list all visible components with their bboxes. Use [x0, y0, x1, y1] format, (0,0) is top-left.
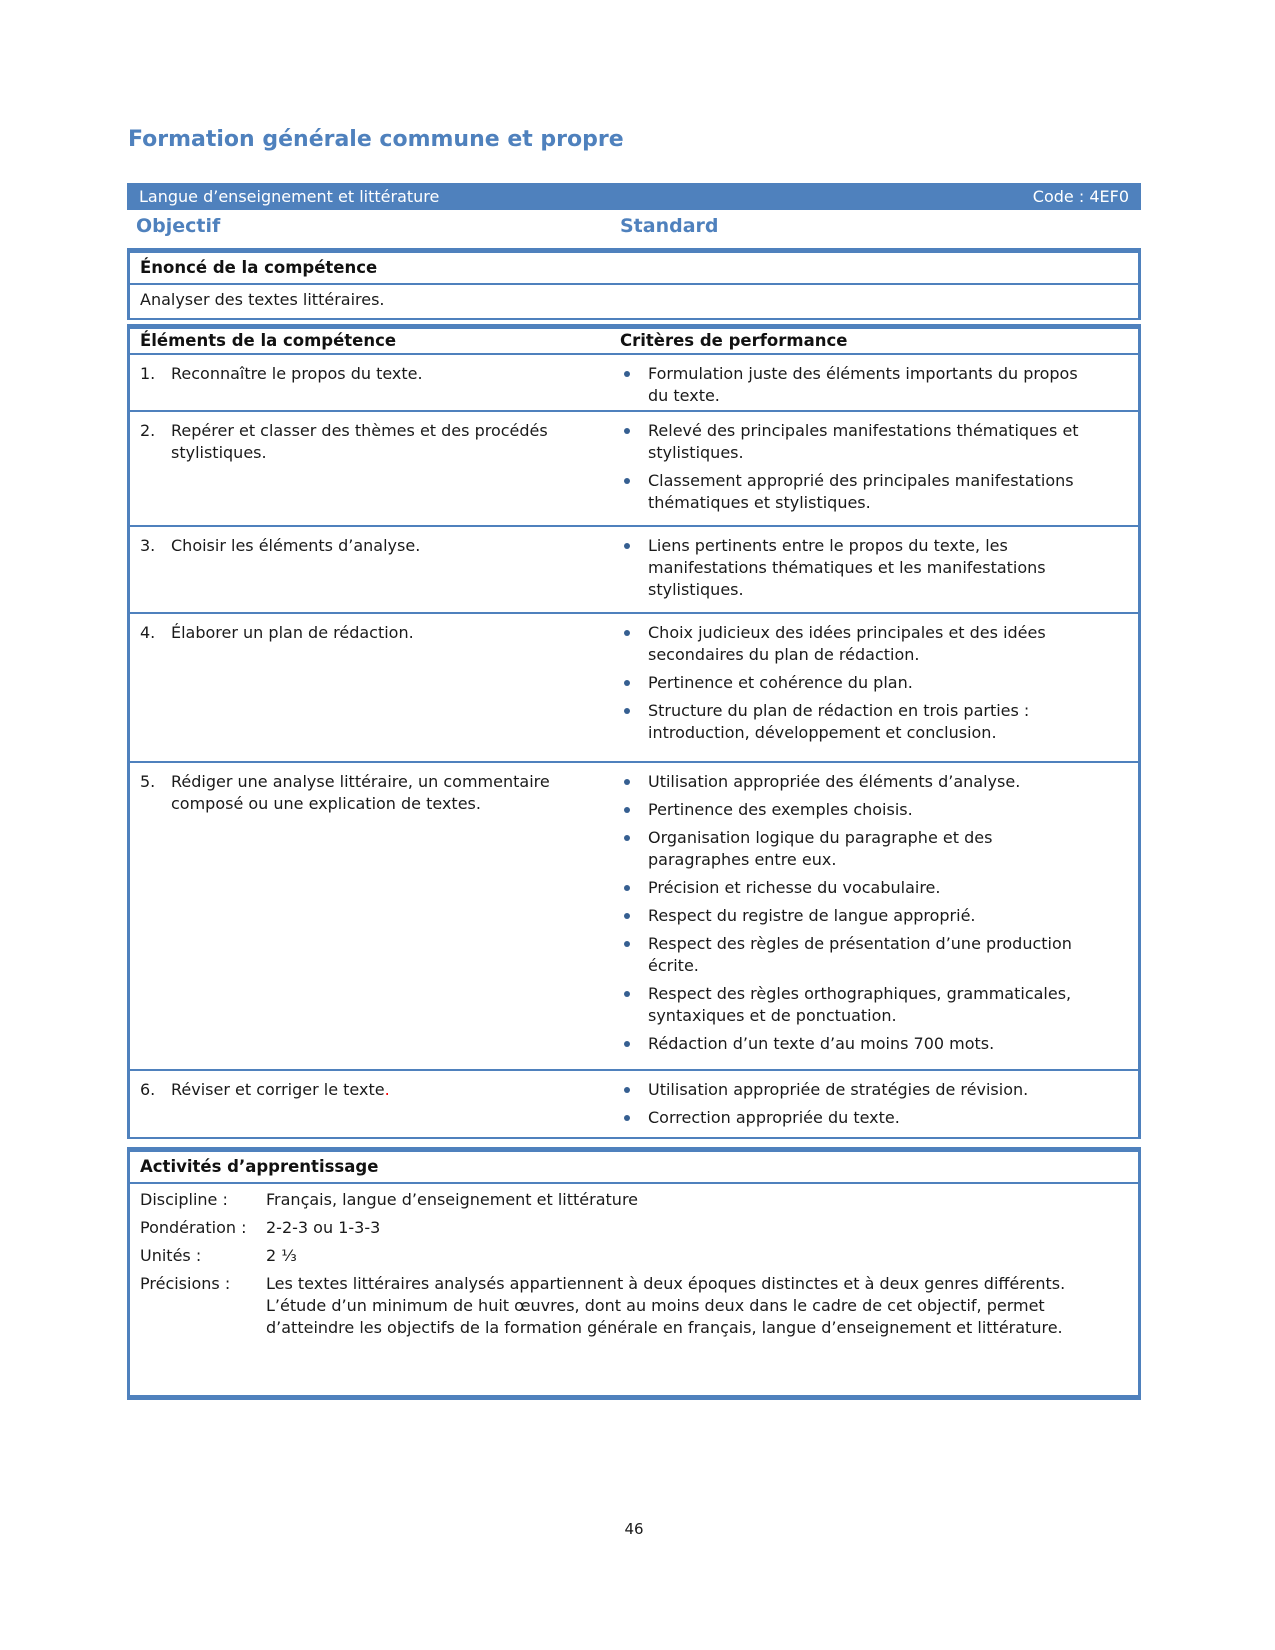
criteria-item: Utilisation appropriée des éléments d’analyse.	[620, 771, 1093, 793]
column-headings	[127, 211, 1141, 243]
red-period: .	[384, 1080, 390, 1099]
field-label: Précisions :	[140, 1274, 231, 1293]
criteria-item: Classement approprié des principales manifestations thématiques et stylistiques.	[620, 470, 1093, 514]
criteria-list	[620, 420, 1093, 514]
field-row	[130, 1214, 1138, 1242]
element-number: 1.	[140, 364, 156, 383]
field-value	[266, 1273, 1088, 1339]
criteria-list	[620, 1079, 1093, 1129]
element-number: 4.	[140, 623, 156, 642]
criteria-cell	[620, 355, 1138, 410]
criteria-item: Pertinence des exemples choisis.	[620, 799, 1093, 821]
criteria-item: Utilisation appropriée de stratégies de révision.	[620, 1079, 1093, 1101]
precision-paragraph: Les textes littéraires analysés appartiennent à deux époques distinctes et à deux genres différents.	[266, 1274, 1066, 1293]
criteria-item: Respect des règles orthographiques, grammaticales, syntaxiques et de ponctuation.	[620, 983, 1093, 1027]
column-objectif: Objectif	[136, 215, 221, 237]
activities-box	[127, 1147, 1141, 1400]
element-cell	[130, 527, 620, 612]
criteria-item: Pertinence et cohérence du plan.	[620, 672, 1093, 694]
table-row	[130, 525, 1138, 612]
element-cell	[130, 614, 620, 761]
precision-paragraph: L’étude d’un minimum de huit œuvres, dont au moins deux dans le cadre de cet objectif, permet d’atteindre les objectifs de la formation générale en français, langue d’enseignement et littérature.	[266, 1296, 1063, 1337]
element-text	[171, 1079, 602, 1101]
criteria-cell	[620, 412, 1138, 525]
element-cell	[130, 412, 620, 525]
criteria-list	[620, 363, 1093, 407]
table-row	[130, 612, 1138, 761]
criteria-header: Critères de performance	[620, 331, 848, 350]
activities-header: Activités d’apprentissage	[130, 1152, 1138, 1184]
table-row	[130, 1069, 1138, 1137]
criteria-list	[620, 535, 1093, 601]
table-row	[130, 410, 1138, 525]
element-text: Repérer et classer des thèmes et des procédés stylistiques.	[171, 421, 548, 462]
criteria-item: Relevé des principales manifestations thématiques et stylistiques.	[620, 420, 1093, 464]
element-text-main: Réviser et corriger le texte	[171, 1080, 385, 1099]
criteria-item: Formulation juste des éléments importants du propos du texte.	[620, 363, 1093, 407]
criteria-item: Structure du plan de rédaction en trois parties : introduction, développement et conclusion.	[620, 700, 1093, 744]
activities-fields	[130, 1184, 1138, 1342]
column-standard: Standard	[620, 215, 719, 237]
criteria-list	[620, 622, 1093, 744]
criteria-item: Liens pertinents entre le propos du texte, les manifestations thématiques et les manifestations stylistiques.	[620, 535, 1093, 601]
table-row	[130, 761, 1138, 1069]
competence-header: Énoncé de la compétence	[130, 253, 1138, 285]
criteria-cell	[620, 763, 1138, 1069]
competence-box	[127, 248, 1141, 320]
elements-table	[127, 324, 1141, 1139]
subject-label: Langue d’enseignement et littérature	[139, 186, 440, 206]
field-row	[130, 1186, 1138, 1214]
criteria-item: Rédaction d’un texte d’au moins 700 mots.	[620, 1033, 1093, 1055]
element-number: 5.	[140, 772, 156, 791]
field-label: Pondération :	[140, 1218, 247, 1237]
competence-statement: Analyser des textes littéraires.	[140, 290, 385, 309]
element-cell	[130, 1071, 620, 1137]
element-cell	[130, 763, 620, 1069]
page-content	[127, 0, 1141, 1650]
element-text: Reconnaître le propos du texte.	[171, 364, 423, 383]
field-value: 2-2-3 ou 1-3-3	[266, 1218, 381, 1237]
field-value: 2 ⅓	[266, 1246, 297, 1265]
element-number: 2.	[140, 421, 156, 440]
criteria-item: Respect du registre de langue approprié.	[620, 905, 1093, 927]
criteria-item: Correction appropriée du texte.	[620, 1107, 1093, 1129]
element-text: Choisir les éléments d’analyse.	[171, 536, 421, 555]
criteria-cell	[620, 527, 1138, 612]
subject-band	[127, 183, 1141, 210]
element-number: 3.	[140, 536, 156, 555]
elements-header: Éléments de la compétence	[140, 331, 397, 350]
criteria-cell	[620, 1071, 1138, 1137]
criteria-item: Organisation logique du paragraphe et des paragraphes entre eux.	[620, 827, 1093, 871]
criteria-item: Respect des règles de présentation d’une production écrite.	[620, 933, 1093, 977]
page-number: 46	[624, 1520, 644, 1538]
field-label: Discipline :	[140, 1190, 228, 1209]
code-label: Code : 4EF0	[1032, 186, 1129, 206]
criteria-list	[620, 771, 1093, 1055]
field-value: Français, langue d’enseignement et littérature	[266, 1190, 639, 1209]
element-text: Élaborer un plan de rédaction.	[171, 623, 414, 642]
element-number: 6.	[140, 1080, 156, 1099]
element-text: Rédiger une analyse littéraire, un commentaire composé ou une explication de textes.	[171, 772, 550, 813]
element-cell	[130, 355, 620, 410]
field-row	[130, 1242, 1138, 1270]
table-header-row	[130, 329, 1138, 353]
page-title: Formation générale commune et propre	[128, 127, 624, 152]
criteria-cell	[620, 614, 1138, 761]
field-label: Unités :	[140, 1246, 202, 1265]
criteria-item: Choix judicieux des idées principales et des idées secondaires du plan de rédaction.	[620, 622, 1093, 666]
field-row	[130, 1270, 1138, 1342]
criteria-item: Précision et richesse du vocabulaire.	[620, 877, 1093, 899]
table-row	[130, 353, 1138, 410]
